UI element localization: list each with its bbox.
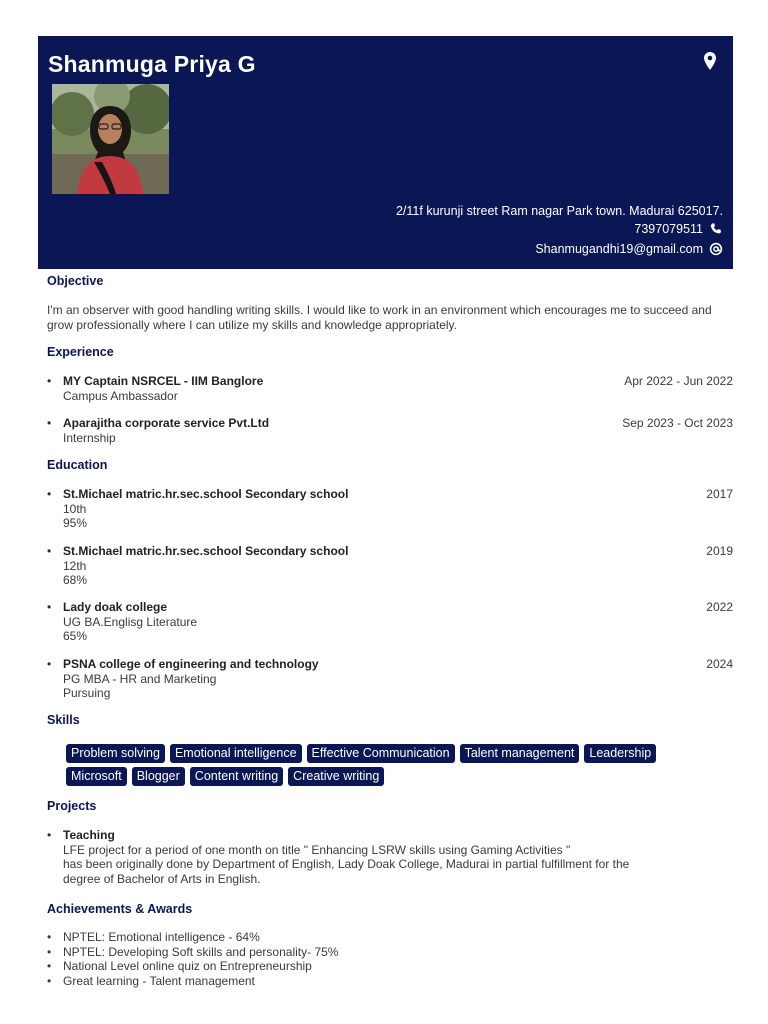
candidate-name: Shanmuga Priya G <box>48 51 256 77</box>
education-level: PG MBA - HR and Marketing <box>63 671 217 686</box>
achievement-item: • Great learning - Talent management <box>47 974 338 989</box>
project-desc-line: LFE project for a period of one month on title " Enhancing LSRW skills using Gaming Activities " <box>63 842 571 857</box>
location-pin-icon <box>703 52 717 70</box>
education-school: St.Michael matric.hr.sec.school Secondary school <box>63 544 349 558</box>
skill-chip: Emotional intelligence <box>170 744 302 763</box>
skill-chip: Leadership <box>584 744 656 763</box>
bullet: • <box>47 544 52 558</box>
education-score: 95% <box>63 516 88 530</box>
education-level: 10th <box>63 501 87 516</box>
objective-heading: Objective <box>47 274 104 288</box>
bullet: • <box>47 487 52 501</box>
experience-org: MY Captain NSRCEL - IIM Banglore <box>63 374 264 388</box>
project-desc-line: degree of Bachelor of Arts in English. <box>63 871 261 886</box>
project-desc-line: has been originally done by Department of English, Lady Doak College, Madurai in partial fulfillment for the <box>63 857 630 871</box>
objective-text: I'm an observer with good handling writing skills. I would like to work in an environment which encourages me to succeed and grow professionally where I can utilize my skills and knowledge appropriately. <box>47 303 712 332</box>
education-school: PSNA college of engineering and technology <box>63 657 319 671</box>
phone-icon <box>709 222 723 236</box>
skill-chip: Creative writing <box>288 767 384 786</box>
education-level: UG BA.Englisg Literature <box>63 614 198 629</box>
education-year: 2022 <box>706 600 733 614</box>
profile-photo <box>52 84 169 194</box>
skill-chip: Effective Communication <box>307 744 455 763</box>
achievement-item: • National Level online quiz on Entrepreneurship <box>47 959 338 974</box>
achievement-item: • NPTEL: Emotional intelligence - 64% <box>47 930 338 945</box>
achievement-item: • NPTEL: Developing Soft skills and personality- 75% <box>47 945 338 960</box>
education-score: Pursuing <box>63 686 111 700</box>
bullet: • <box>47 416 52 430</box>
bullet: • <box>47 828 52 842</box>
skill-chip: Content writing <box>190 767 283 786</box>
skills-heading: Skills <box>47 713 80 727</box>
experience-org: Aparajitha corporate service Pvt.Ltd <box>63 416 270 430</box>
education-school: St.Michael matric.hr.sec.school Secondary school <box>63 487 349 501</box>
experience-heading: Experience <box>47 345 114 359</box>
skill-chip: Microsoft <box>66 767 127 786</box>
experience-date: Apr 2022 - Jun 2022 <box>624 374 733 388</box>
education-year: 2017 <box>706 487 733 501</box>
projects-heading: Projects <box>47 799 97 813</box>
education-level: 12th <box>63 558 87 573</box>
skill-chip: Talent management <box>460 744 580 763</box>
experience-role: Internship <box>63 430 116 445</box>
education-year: 2019 <box>706 544 733 558</box>
achievements-list <box>47 930 338 988</box>
bullet: • <box>47 657 52 671</box>
experience-date: Sep 2023 - Oct 2023 <box>622 416 733 430</box>
education-year: 2024 <box>706 657 733 671</box>
email <box>535 242 723 256</box>
at-sign-icon <box>709 242 723 256</box>
project-name: Teaching <box>63 828 115 842</box>
education-school: Lady doak college <box>63 600 168 614</box>
address-text: 2/11f kurunji street Ram nagar Park town. Madurai 625017. <box>395 204 723 218</box>
phone-text: 7397079511 <box>634 222 703 236</box>
skill-chip: Problem solving <box>66 744 165 763</box>
email-text: Shanmugandhi19@gmail.com <box>535 242 703 256</box>
education-score: 65% <box>63 629 88 643</box>
resume-header <box>38 36 733 269</box>
bullet: • <box>47 374 52 388</box>
experience-role: Campus Ambassador <box>63 388 178 403</box>
phone <box>634 222 723 236</box>
bullet: • <box>47 600 52 614</box>
skill-chip: Blogger <box>132 767 185 786</box>
address <box>396 204 723 218</box>
skills-list <box>66 744 716 786</box>
achievements-heading: Achievements & Awards <box>47 902 193 916</box>
education-heading: Education <box>47 458 108 472</box>
education-score: 68% <box>63 573 88 587</box>
